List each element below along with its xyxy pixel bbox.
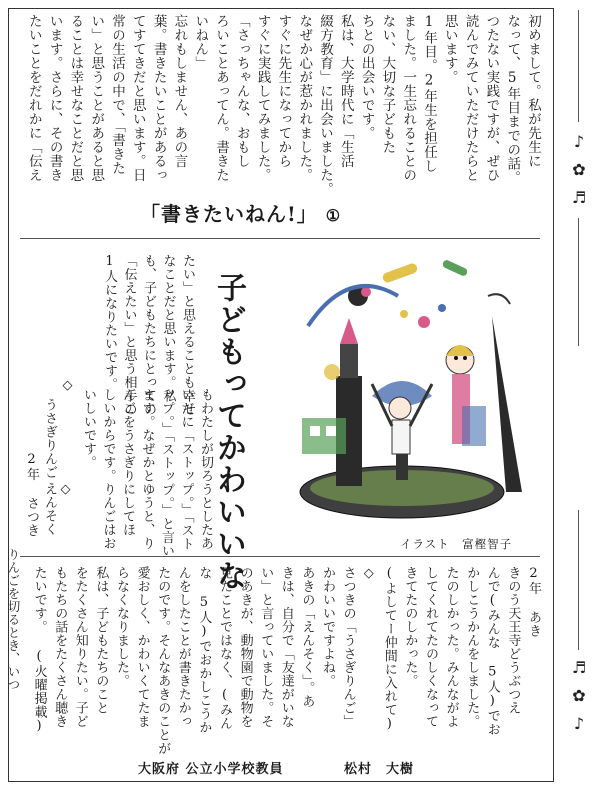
text-column: (よしてー仲間に入れて) <box>381 566 397 732</box>
text-column: い」と思うことがあると思 <box>88 14 105 182</box>
series-number: ① <box>325 206 342 225</box>
text-column: 私は、大学時代に「生活 <box>337 14 354 168</box>
text-column: かわいいですよね。 <box>320 566 335 688</box>
poem-first-line: りんごを切るとき、いつ <box>6 548 21 691</box>
poem-marker: ◇ <box>60 378 75 394</box>
series-title-text: 「書きたいねん!」 <box>140 202 318 226</box>
text-column: んをしたことが書きたかっ <box>175 566 191 728</box>
author-affiliation: 大阪府 公立小学校教員 <box>138 762 284 777</box>
text-column: 思います。 <box>441 14 458 84</box>
illustration-credit: イラスト 富樫智子 <box>400 537 513 551</box>
side-rule-low <box>578 510 579 650</box>
text-column: なぜか心が惹かれました。 <box>296 14 313 182</box>
text-column: ちとの出会いです。 <box>358 14 375 140</box>
text-column: たいです。 (火曜掲載) <box>31 566 47 734</box>
text-column: います。さらに、その書き <box>46 14 63 182</box>
text-column: たいことをだれかに「伝え <box>25 14 42 182</box>
side-ornament-bottom <box>562 654 596 738</box>
text-column: きてたのしかった。 <box>402 566 418 688</box>
text-column: さつきの「うさぎりんご」 <box>340 566 356 728</box>
poem-continuation: えんそく <box>42 482 57 536</box>
music-note-icon: ♪ <box>573 132 585 151</box>
poem-author: 2年 さつき <box>24 452 39 537</box>
text-column: てすてきだと思います。日 <box>129 14 146 182</box>
text-column: いしいです。 <box>81 388 96 469</box>
text-column: らなくなりました。 <box>114 566 129 688</box>
text-column: かしこうかんをしました。 <box>464 566 480 728</box>
text-column: すぐに実践してみました。 <box>254 14 271 182</box>
text-column: してくれてたのしくなって <box>423 566 438 728</box>
author-name: 松村 大樹 <box>344 762 415 777</box>
text-column: もわたしが切ろうとしたあ <box>198 388 213 550</box>
text-column: 愛おしく、かわいくてたま <box>134 566 150 728</box>
section-divider <box>20 238 540 239</box>
text-column: たい」と思えることも幸せ <box>180 254 195 416</box>
poem-title: うさぎりんご <box>42 398 57 479</box>
text-column: 「さっちゃんな、おもし <box>233 14 250 168</box>
text-column: きのう天王寺どうぶつえ <box>505 566 521 715</box>
text-column: ました。一生忘れることの <box>400 14 417 182</box>
text-column: 忘れもしません、あの言 <box>171 14 188 168</box>
text-column: いねん」 <box>192 14 209 70</box>
text-column: 常の生活の中で、「書きた <box>109 14 125 176</box>
poem-marker-2: ◇ <box>58 482 73 498</box>
text-column: しいからです。りんごはお <box>100 388 116 550</box>
text-column: あきの「えんそく」。あ <box>299 566 315 708</box>
text-column: い」と言っていました。そ <box>258 566 274 728</box>
side-ornament-top <box>562 128 596 212</box>
text-column: ることは幸せなことだと思 <box>67 14 84 182</box>
text-column: 読んでみていただけたらと <box>462 14 479 182</box>
text-column: 綴方教育」に出会いました。 <box>317 14 333 196</box>
text-column: ろいことあってん。書きた <box>213 14 229 182</box>
text-column: なことだと思います。私 <box>160 254 176 403</box>
text-column: 葉。書きたいことがあるっ <box>150 14 167 182</box>
illustration-image <box>292 256 542 532</box>
text-column: ◇ <box>361 566 377 582</box>
text-column: 2年 あき <box>526 566 541 638</box>
text-column: 「伝えたい」と思う相手の <box>121 254 137 416</box>
text-column: ップ。」「ストップ。」と言い <box>159 388 174 558</box>
text-column: な 5人)でおかしこうか <box>196 566 212 734</box>
text-column: をたくさん知りたい。子ど <box>72 566 88 728</box>
text-column: たのしかった。みんながよ <box>443 566 459 728</box>
text-column: もたちの話をたくさん聴き <box>52 566 68 728</box>
text-column: 私は、子どもたちのこと <box>93 566 109 715</box>
text-column: なって、5年目までの話。 <box>504 14 521 185</box>
flower-icon: ✿ <box>572 160 586 179</box>
text-column: 初めまして。私が先生に <box>525 14 541 168</box>
text-column: ない、大切な子どもた <box>379 14 396 154</box>
text-column: つたない実践ですが、ぜひ <box>483 14 500 182</box>
section-divider-bottom <box>20 556 540 557</box>
flower-icon: ✿ <box>572 686 586 705</box>
side-rule-top <box>578 10 579 122</box>
text-column: すぐに先生になってから <box>275 14 292 168</box>
text-column: きは、自分で「友達がいな <box>278 566 294 728</box>
text-column: んごをうさぎりにしてほ <box>120 388 135 537</box>
text-column: 1人になりたいです。 <box>102 254 117 391</box>
music-notes-icon: ♬ <box>571 658 587 677</box>
side-rule-mid <box>578 218 579 346</box>
music-notes-icon: ♬ <box>571 188 587 207</box>
text-column: も、子どもたちにとっての <box>141 254 156 416</box>
text-column: たのです。そんなあきのことが <box>155 566 171 755</box>
music-note-icon: ♪ <box>573 714 585 733</box>
text-column: のあきが、動物園で動物を <box>237 566 253 728</box>
text-column: ます。なぜかとゆうと、り <box>139 388 155 550</box>
text-column: 見たことではなく、(みん <box>217 566 232 730</box>
text-column: んで(みんな 5人)でお <box>484 566 500 736</box>
series-title <box>140 198 430 226</box>
text-column: いだに「ストップ。」「スト <box>178 388 194 551</box>
text-column: 1年目。2年生を担任し <box>421 14 437 173</box>
headline: 子どもってかわいいな <box>211 272 246 592</box>
